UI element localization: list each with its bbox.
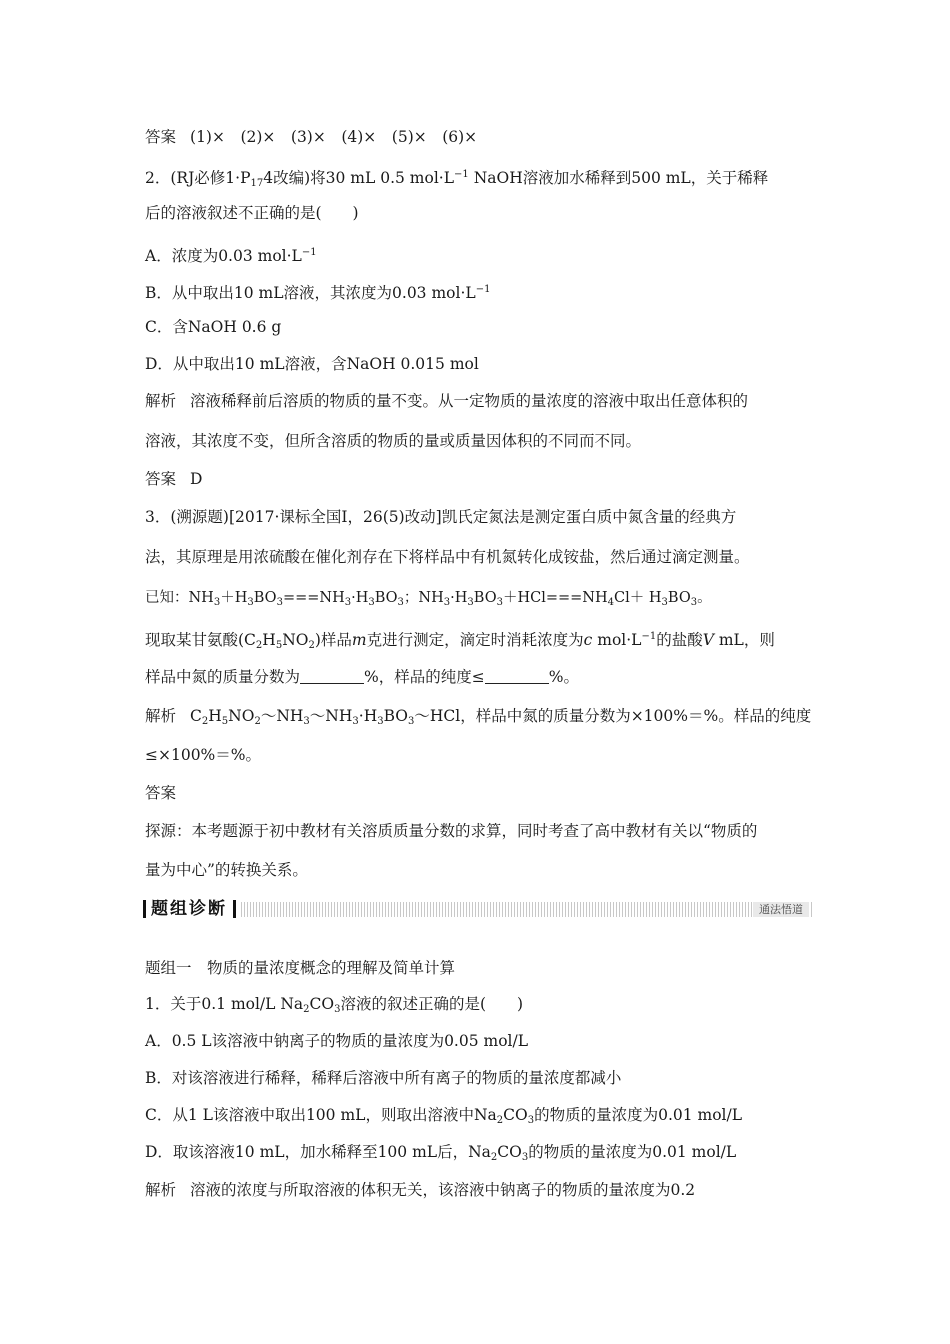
sub: 2 <box>490 1152 498 1163</box>
text: CO <box>503 1106 528 1124</box>
formula-text: ===NH <box>282 590 345 606</box>
formula-text: BO <box>473 590 497 606</box>
formula-sub: 3 <box>496 597 503 608</box>
section-title: 题组诊断 <box>151 897 233 921</box>
formula-text: H <box>208 707 222 725</box>
formula-sub: 3 <box>443 597 451 608</box>
var-c: c <box>583 631 593 649</box>
text: D．取该溶液10 mL，加水稀释至100 mL后，Na <box>145 1143 491 1161</box>
group1-option-b: B．对该溶液进行稀释，稀释后溶液中所有离子的物质的量浓度都减小 <box>145 1069 622 1087</box>
q2-option-d: D．从中取出10 mL溶液，含NaOH 0.015 mol <box>145 355 479 373</box>
option-text: B．从中取出10 mL溶液，其浓度为0.03 mol·L <box>145 284 476 302</box>
formula-sub: 3 <box>352 716 359 727</box>
answer-label: 答案 <box>145 128 177 146</box>
text: C．从1 L该溶液中取出100 mL，则取出溶液中Na <box>145 1106 497 1124</box>
q1-answer-line <box>145 127 477 147</box>
option-text: A．浓度为0.03 mol·L <box>145 247 302 265</box>
text: )样品 <box>314 631 352 649</box>
formula-sub: 3 <box>407 716 415 727</box>
text: CO <box>309 995 335 1013</box>
formula-sub: 3 <box>213 597 221 608</box>
q3-answer-line: 答案 <box>145 784 177 802</box>
q2-option-b <box>145 280 490 303</box>
formula-text: ；NH <box>403 590 444 606</box>
text: 样品中氮的质量分数为 <box>145 668 301 686</box>
q3-analysis-line1 <box>145 706 811 732</box>
option-sup: −1 <box>475 284 491 295</box>
q3-known-reaction <box>145 588 712 613</box>
group1-option-c <box>145 1105 742 1131</box>
text: 的物质的量浓度为0.01 mol/L <box>534 1106 743 1124</box>
q2-stem-text: 2．(RJ必修1·P <box>145 169 251 187</box>
q3-analysis-line2: ≤×100%＝%。 <box>145 746 262 764</box>
var-v: V <box>702 631 714 649</box>
text: mol·L <box>592 631 642 649</box>
formula-text: BO <box>383 707 408 725</box>
text: mL，则 <box>713 631 775 649</box>
formula-text: BO <box>253 590 277 606</box>
q2-stem-text: 4改编)将30 mL 0.5 mol·L <box>263 169 455 187</box>
section-header <box>145 897 813 921</box>
section-tag: 通法悟道 <box>753 902 809 917</box>
formula-text: BO <box>374 590 398 606</box>
formula-text: ＋HCl===NH <box>502 590 608 606</box>
formula-sub: 3 <box>661 597 668 608</box>
sub: 5 <box>275 640 283 651</box>
text: 的物质的量浓度为0.01 mol/L <box>528 1143 737 1161</box>
q2-option-c: C．含NaOH 0.6 g <box>145 318 282 336</box>
text: H <box>262 631 276 649</box>
formula-text: ·H <box>358 707 378 725</box>
sub: 2 <box>255 640 263 651</box>
group1-option-d <box>145 1142 736 1168</box>
group1-analysis-line1 <box>145 1180 695 1200</box>
q2-stem-sub: 17 <box>250 178 264 189</box>
text: 溶液的叙述正确的是( ) <box>340 995 524 1013</box>
q2-answer-line <box>145 469 202 489</box>
text: 现取某甘氨酸(C <box>145 631 256 649</box>
q2-analysis-line1 <box>145 391 748 411</box>
q3-stem-line2: 法，其原理是用浓硫酸在催化剂存在下将样品中有机氮转化成铵盐，然后通过滴定测量。 <box>145 548 750 566</box>
analysis-label: 解析 <box>145 1181 177 1199</box>
q2-option-a <box>145 243 317 266</box>
formula-text: C <box>190 707 202 725</box>
formula-sub: 3 <box>276 597 283 608</box>
q2-stem-text: NaOH溶液加水稀释到500 mL，关于稀释 <box>468 169 769 187</box>
analysis-text <box>190 707 811 725</box>
formula-sub: 3 <box>397 597 404 608</box>
sub: 3 <box>527 1115 535 1126</box>
formula-sub: 3 <box>467 597 474 608</box>
sub: 2 <box>303 1004 310 1015</box>
text: 克进行测定，滴定时消耗浓度为 <box>366 631 584 649</box>
option-sup: −1 <box>301 247 317 258</box>
answer-blank[interactable] <box>485 669 549 684</box>
formula-sub: 3 <box>344 597 352 608</box>
q3-stem-line1: 3．(溯源题)[2017·课标全国Ⅰ，26(5)改动]凯氏定氮法是测定蛋白质中氮含量的经典方 <box>145 508 737 526</box>
formula-sub: 3 <box>377 716 384 727</box>
analysis-text: 溶液的浓度与所取溶液的体积无关，该溶液中钠离子的物质的量浓度为0.2 <box>190 1181 696 1199</box>
formula-text: NO <box>228 707 255 725</box>
formula-text: ～HCl，样品中氮的质量分数为×100%＝%。样品的纯度 <box>414 707 812 725</box>
formula-sub: 3 <box>368 597 375 608</box>
answer-blank[interactable] <box>300 669 364 684</box>
text: 1．关于0.1 mol/L Na <box>145 995 304 1013</box>
text: CO <box>497 1143 522 1161</box>
sub: 2 <box>308 640 315 651</box>
var-m: m <box>351 631 367 649</box>
title-rule-left <box>143 900 146 918</box>
answer-label: 答案 <box>145 470 177 488</box>
analysis-label: 解析 <box>145 707 177 725</box>
q3-source-line2: 量为中心”的转换关系。 <box>145 861 308 879</box>
section-hatch <box>241 902 813 917</box>
analysis-text: 溶液稀释前后溶质的物质的量不变。从一定物质的量浓度的溶液中取出任意体积的 <box>190 392 749 410</box>
text: NO <box>282 631 309 649</box>
formula-sub: 3 <box>247 597 254 608</box>
formula-text: ～NH <box>309 707 353 725</box>
q3-stem-line3 <box>145 627 775 656</box>
formula-sub: 3 <box>303 716 310 727</box>
formula-text: Cl＋ H <box>614 590 662 606</box>
sub: 3 <box>521 1152 529 1163</box>
q2-analysis-line2: 溶液，其浓度不变，但所含溶质的物质的量或质量因体积的不同而不同。 <box>145 432 642 450</box>
title-rule-right <box>233 900 236 918</box>
formula-text: ＋H <box>220 590 248 606</box>
answer-value: D <box>190 470 203 488</box>
formula-sub: 2 <box>254 716 261 727</box>
q2-stem-line2: 后的溶液叙述不正确的是( ) <box>145 204 359 222</box>
group1-option-a: A．0.5 L该溶液中钠离子的物质的量浓度为0.05 mol/L <box>145 1032 529 1050</box>
sub: 2 <box>496 1115 504 1126</box>
q3-blank-line <box>145 667 579 687</box>
formula-sub: 4 <box>607 597 615 608</box>
q2-stem-line1 <box>145 165 768 194</box>
formula-text: ～NH <box>260 707 304 725</box>
answer-text: (1)× (2)× (3)× (4)× (5)× (6)× <box>190 128 478 146</box>
formula-sub: 5 <box>221 716 229 727</box>
q2-stem-sup: −1 <box>454 169 469 180</box>
formula-text: ·H <box>450 590 468 606</box>
formula-text: 已知：NH <box>145 590 214 606</box>
formula-sub: 2 <box>201 716 209 727</box>
analysis-label: 解析 <box>145 392 177 410</box>
group1-heading: 题组一 物质的量浓度概念的理解及简单计算 <box>145 959 456 977</box>
q3-source-line1: 探源：本考题源于初中教材有关溶质质量分数的求算，同时考查了高中教材有关以“物质的 <box>145 822 758 840</box>
group1-q1-stem <box>145 994 523 1020</box>
sub: 3 <box>334 1004 341 1015</box>
text: %。 <box>548 668 579 686</box>
formula-sub: 3 <box>690 597 698 608</box>
formula-text: 。 <box>697 590 712 606</box>
text: 的盐酸 <box>656 631 703 649</box>
formula-text: ·H <box>351 590 369 606</box>
sup: −1 <box>641 631 657 642</box>
formula-text: BO <box>667 590 691 606</box>
text: %，样品的纯度≤ <box>364 668 485 686</box>
